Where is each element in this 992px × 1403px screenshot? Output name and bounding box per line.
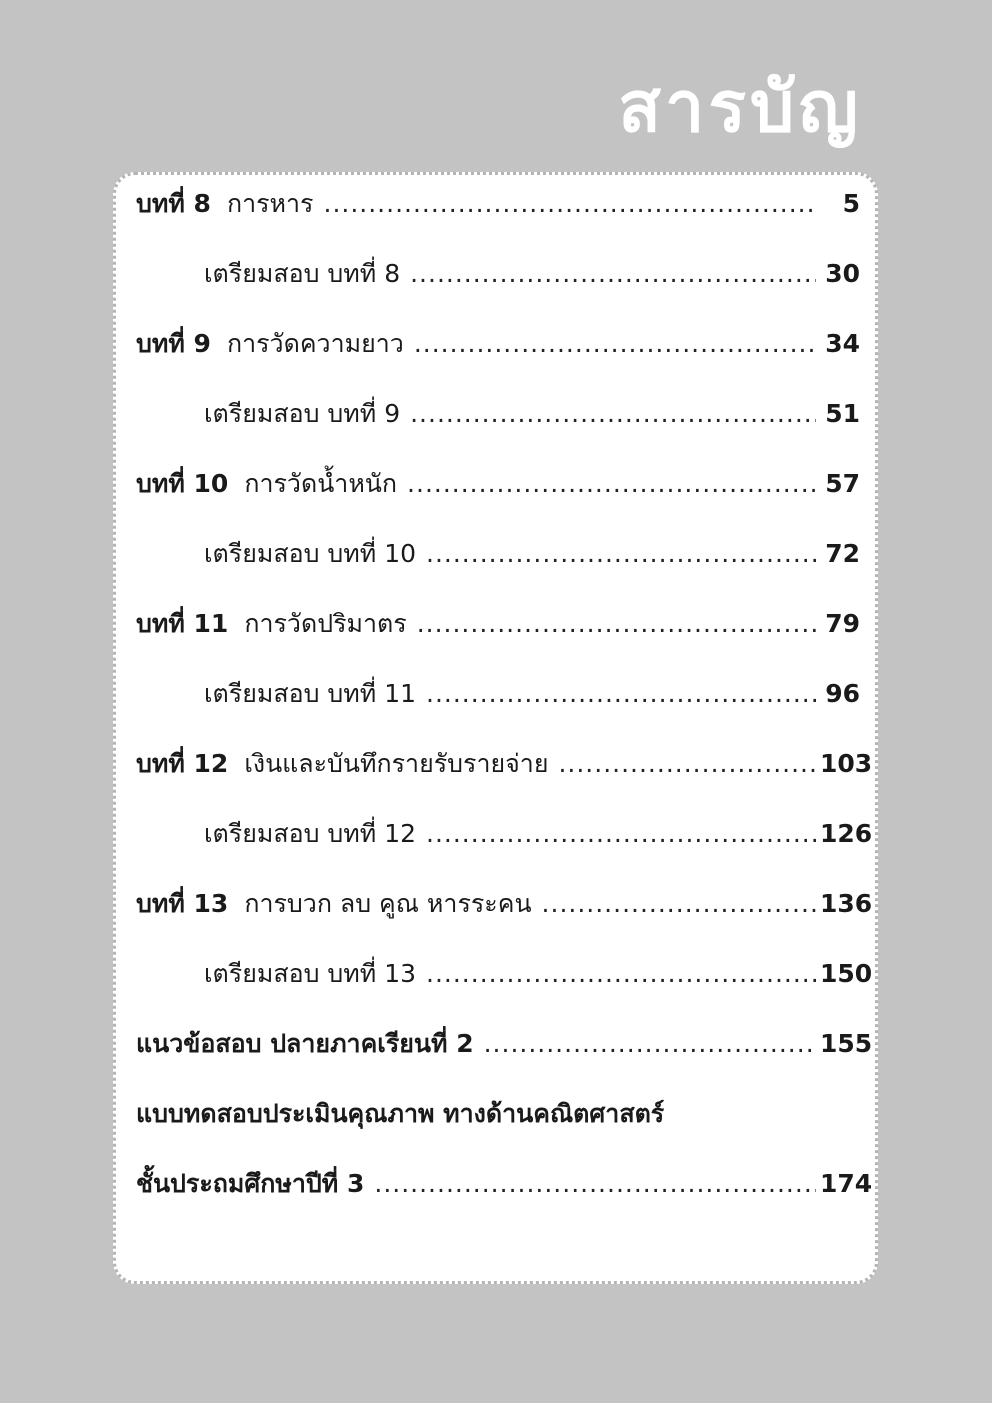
dot-leader [410,397,816,431]
toc-entry-exam-13[interactable] [204,957,873,991]
dot-leader [426,537,816,571]
chapter-number: บทที่ 11 [136,609,229,638]
dot-leader [417,607,816,641]
section-title: เตรียมสอบ บทที่ 12 [204,819,417,848]
dot-leader [484,1027,816,1061]
toc-entry-final-exam[interactable] [136,1027,873,1061]
chapter-number: บทที่ 13 [136,889,229,918]
chapter-number: บทที่ 8 [136,189,211,218]
chapter-title: การวัดปริมาตร [244,609,407,638]
page-number: 155 [820,1029,873,1058]
dot-leader [374,1167,816,1201]
section-title: เตรียมสอบ บทที่ 11 [204,679,417,708]
dot-leader [410,257,816,291]
section-title: แนวข้อสอบ ปลายภาคเรียนที่ 2 [136,1029,474,1058]
section-title: เตรียมสอบ บทที่ 8 [204,259,401,288]
page-number: 174 [820,1169,873,1198]
page-number: 5 [842,189,860,218]
toc-entry-chapter-11[interactable] [136,607,860,641]
page-number: 72 [825,539,860,568]
chapter-number: บทที่ 12 [136,749,229,778]
section-title: แบบทดสอบประเมินคุณภาพ ทางด้านคณิตศาสตร์ [136,1099,665,1128]
dot-leader [426,957,816,991]
dot-leader [426,677,816,711]
page-number: 126 [820,819,873,848]
page-number: 30 [825,259,860,288]
section-title: เตรียมสอบ บทที่ 10 [204,539,417,568]
section-title: ชั้นประถมศึกษาปีที่ 3 [136,1169,365,1198]
toc-entry-exam-8[interactable] [204,257,860,291]
page-number: 150 [820,959,873,988]
chapter-title: เงินและบันทึกรายรับรายจ่าย [244,749,549,778]
section-title: เตรียมสอบ บทที่ 13 [204,959,417,988]
toc-entry-exam-11[interactable] [204,677,860,711]
toc-entry-exam-9[interactable] [204,397,860,431]
dot-leader [414,327,816,361]
toc-entry-chapter-13[interactable] [136,887,873,921]
page-number: 34 [825,329,860,358]
dot-leader [407,467,816,501]
dot-leader [324,187,817,221]
chapter-title: การบวก ลบ คูณ หารระคน [244,889,532,918]
toc-entry-chapter-12[interactable] [136,747,873,781]
toc-entry-exam-10[interactable] [204,537,860,571]
toc-entry-chapter-8[interactable] [136,187,860,221]
page-number: 57 [825,469,860,498]
toc-entry-assessment-heading[interactable] [136,1097,860,1131]
page-number: 51 [825,399,860,428]
page-title: สารบัญ [618,66,862,148]
chapter-title: การหาร [226,189,314,218]
page-number: 103 [820,749,873,778]
toc-entry-chapter-10[interactable] [136,467,860,501]
page-number: 96 [825,679,860,708]
chapter-number: บทที่ 10 [136,469,229,498]
chapter-title: การวัดน้ำหนัก [244,469,398,498]
section-title: เตรียมสอบ บทที่ 9 [204,399,401,428]
toc-entry-exam-12[interactable] [204,817,873,851]
dot-leader [558,747,816,781]
dot-leader [426,817,816,851]
page-number: 136 [820,889,873,918]
page-number: 79 [825,609,860,638]
toc-entry-chapter-9[interactable] [136,327,860,361]
toc-entry-assessment-grade[interactable] [136,1167,873,1201]
chapter-title: การวัดความยาว [226,329,404,358]
dot-leader [542,887,816,921]
toc-card [113,172,878,1284]
chapter-number: บทที่ 9 [136,329,211,358]
